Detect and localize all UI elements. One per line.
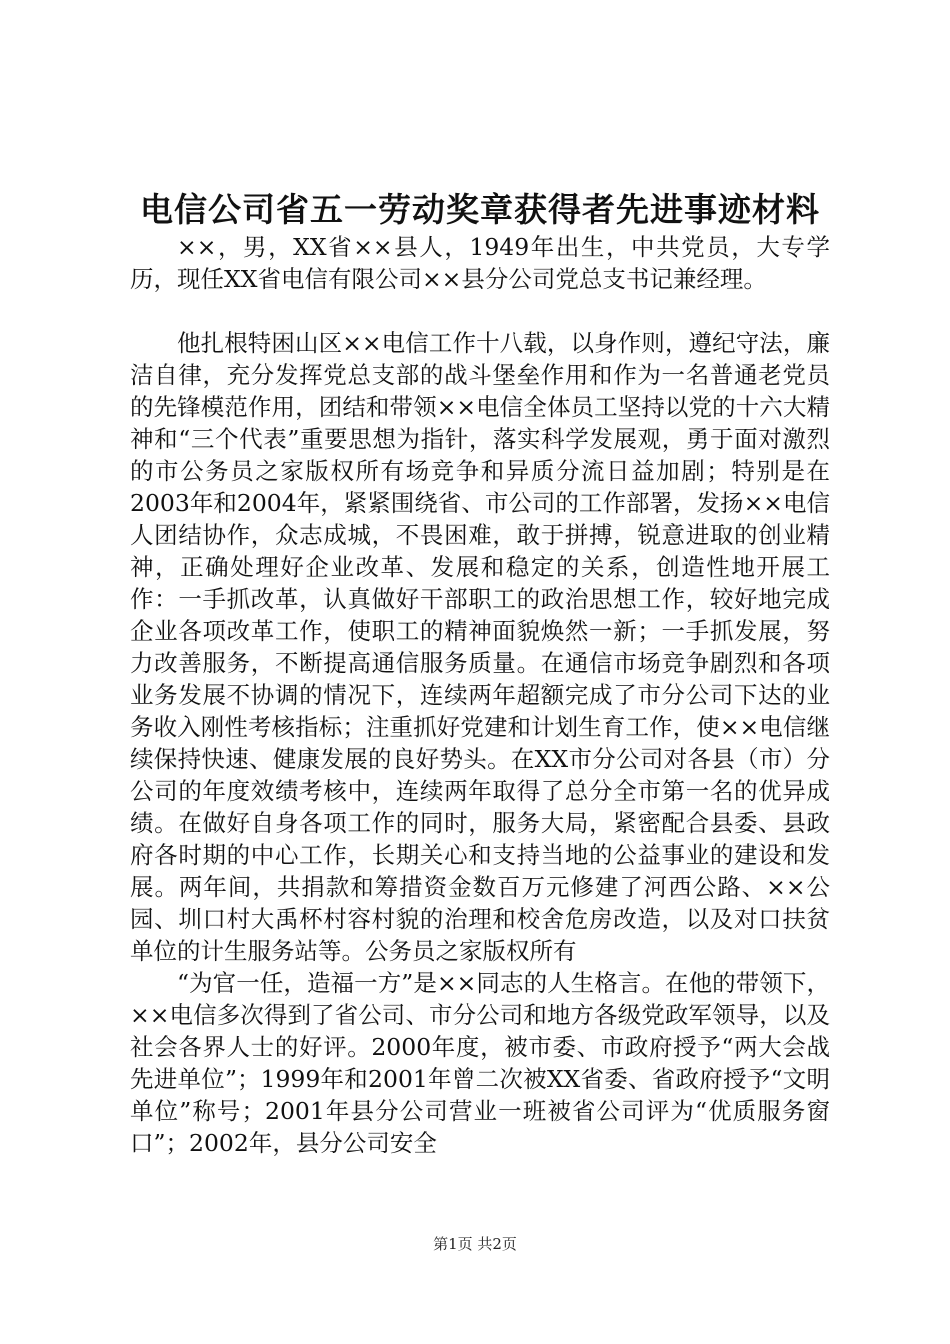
paragraph-honors: “为官一任，造福一方”是××同志的人生格言。在他的带领下，××电信多次得到了省公司、市分公司和地方各级党政军领导，以及社会各界人士的好评。2000年度，被市委、市政府授予“两大会战先进单位”；1999年和2001年曾二次被XX省委、省政府授予“文明单位”称号；2001年县分公司营业一班被省公司评为“优质服务窗口”；2002年，县分公司安全: [130, 969, 830, 1157]
page-number-footer: 第1页 共2页: [433, 1235, 517, 1253]
paragraph-achievements: 他扎根特困山区××电信工作十八载，以身作则，遵纪守法，廉洁自律，充分发挥党总支部的战斗堡垒作用和作为一名普通老党员的先锋模范作用，团结和带领××电信全体员工坚持以党的十六大精神和“三个代表”重要思想为指针，落实科学发展观，勇于面对激烈的市公务员之家版权所有场竞争和异质分流日益加剧；特别是在2003年和2004年，紧紧围绕省、市公司的工作部署，发扬××电信人团结协作，众志成城，不畏困难，敢于拼搏，锐意进取的创业精神，正确处理好企业改革、发展和稳定的关系，创造性地开展工作：一手抓改革，认真做好干部职工的政治思想工作，较好地完成企业各项改革工作，使职工的精神面貌焕然一新；一手抓发展，努力改善服务，不断提高通信服务质量。在通信市场竞争剧烈和各项业务发展不协调的情况下，连续两年超额完成了市分公司下达的业务收入刚性考核指标；注重抓好党建和计划生育工作，使××电信继续保持快速、健康发展的良好势头。在XX市分公司对各县（市）分公司的年度效绩考核中，连续两年取得了总分全市第一名的优异成绩。在做好自身各项工作的同时，服务大局，紧密配合县委、县政府各时期的中心工作，长期关心和支持当地的公益事业的建设和发展。两年间，共捐款和筹措资金数百万元修建了河西公路、××公园、圳口村大禹杯村容村貌的治理和校舍危房改造，以及对口扶贫单位的计生服务站等。公务员之家版权所有: [130, 329, 830, 965]
document-body: [130, 231, 830, 1159]
paragraph-intro: ××，男，XX省××县人，1949年出生，中共党员，大专学历，现任XX省电信有限公司××县分公司党总支书记兼经理。: [130, 233, 830, 293]
document-title: 电信公司省五一劳动奖章获得者先进事迹材料: [140, 190, 820, 229]
